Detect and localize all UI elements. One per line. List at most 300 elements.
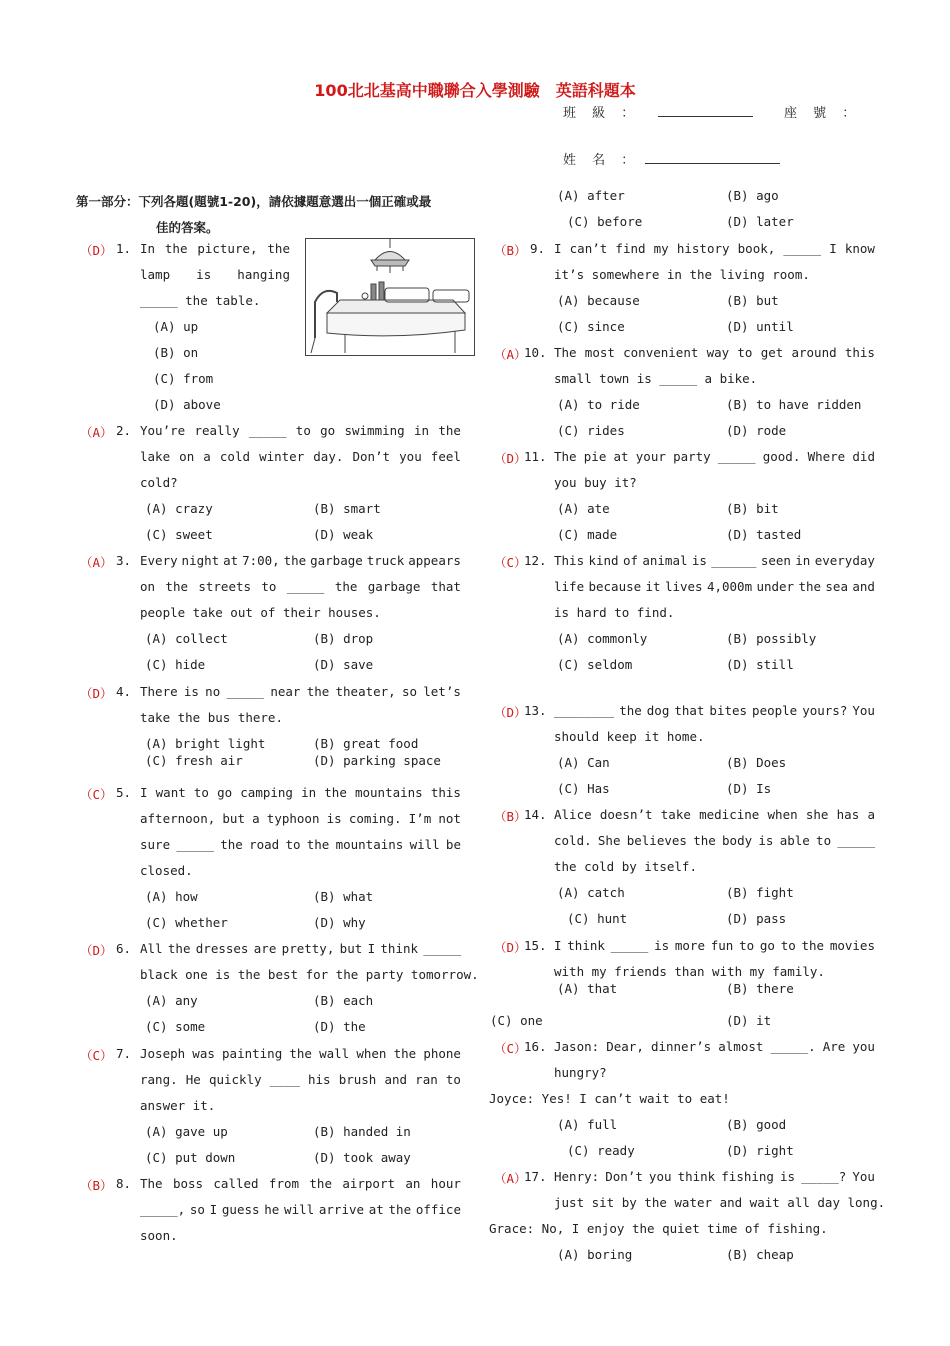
option-c[interactable]: (C) sweet xyxy=(145,527,213,542)
answer-q17: （A） xyxy=(494,1171,527,1186)
word: is xyxy=(691,553,707,568)
word: airport xyxy=(342,1176,396,1191)
option-b[interactable]: (B) cheap xyxy=(726,1247,794,1262)
word: dog xyxy=(646,703,670,718)
word: go xyxy=(217,785,233,800)
word: I xyxy=(829,241,837,256)
question-number: 5. xyxy=(116,785,132,800)
option-b[interactable]: (B) good xyxy=(726,1117,787,1132)
question-number: 14. xyxy=(524,807,547,822)
word: the xyxy=(267,241,290,256)
word: of xyxy=(622,553,638,568)
word: lives xyxy=(664,579,703,594)
word: that xyxy=(674,703,705,718)
word: ____ xyxy=(269,1072,300,1087)
word: Are xyxy=(822,1039,846,1054)
question-text-line xyxy=(554,807,875,822)
word: he xyxy=(264,1202,280,1217)
word: to xyxy=(285,837,301,852)
word: office xyxy=(415,1202,461,1217)
word: get xyxy=(760,345,784,360)
option-c[interactable]: (C) one xyxy=(490,1013,543,1028)
word: lake xyxy=(140,449,171,464)
question-text-line xyxy=(554,449,875,464)
word: typhoon xyxy=(266,811,320,826)
question-text-line: should keep it home. xyxy=(554,729,705,744)
question-text-line: the cold by itself. xyxy=(554,859,697,874)
option-b[interactable]: (B) bit xyxy=(726,501,779,516)
question-text-line: black one is the best for the party tomorrow. xyxy=(140,967,479,982)
word: There xyxy=(140,684,178,699)
word: but xyxy=(222,811,245,826)
word: to xyxy=(737,345,753,360)
option-a[interactable]: (A) ate xyxy=(557,501,610,516)
word: a xyxy=(867,807,875,822)
answer-q11: （D） xyxy=(494,451,527,466)
word: wall xyxy=(319,1046,350,1061)
word: to xyxy=(445,1072,461,1087)
option-a[interactable]: (A) gave up xyxy=(145,1124,228,1139)
option-b[interactable]: (B) possibly xyxy=(726,631,817,646)
option-a[interactable]: (A) bright light xyxy=(145,736,266,751)
option-c[interactable]: (C) before xyxy=(567,214,643,229)
word: more xyxy=(674,938,705,953)
word: mountains xyxy=(354,785,423,800)
question-number: 12. xyxy=(524,553,547,568)
word: under xyxy=(756,579,795,594)
word: 7:00, xyxy=(242,553,280,568)
option-b[interactable]: (B) to have ridden xyxy=(726,397,862,412)
word: is xyxy=(183,684,199,699)
option-d[interactable]: (D) until xyxy=(726,319,794,334)
word: _____ xyxy=(176,837,214,852)
question-number: 6. xyxy=(116,941,132,956)
word: winter xyxy=(259,449,305,464)
word: Dear, xyxy=(606,1039,644,1054)
word: sure xyxy=(140,837,171,852)
option-c[interactable]: (C) made xyxy=(557,527,618,542)
option-a[interactable]: (A) Can xyxy=(557,755,610,770)
word: swimming xyxy=(344,423,405,438)
word: on xyxy=(140,579,156,594)
word: ______ xyxy=(711,553,757,568)
answer-q9: （B） xyxy=(494,243,527,258)
question-text-line xyxy=(554,345,875,360)
question-number: 9. xyxy=(530,241,546,256)
question-number: 10. xyxy=(524,345,547,360)
word: _____ xyxy=(717,449,756,464)
word: to xyxy=(739,938,755,953)
option-b[interactable]: (B) smart xyxy=(313,501,381,516)
word: think xyxy=(380,941,419,956)
word: around xyxy=(791,345,837,360)
option-d[interactable]: (D) still xyxy=(726,657,794,672)
word: medicine xyxy=(699,807,760,822)
option-d[interactable]: (D) why xyxy=(313,915,366,930)
word: bites xyxy=(709,703,748,718)
word: party xyxy=(673,449,711,464)
option-a[interactable]: (A) full xyxy=(557,1117,618,1132)
option-d[interactable]: (D) the xyxy=(313,1019,366,1034)
word: _____ xyxy=(286,579,325,594)
word: All xyxy=(140,941,163,956)
question-text-line xyxy=(140,941,461,956)
answer-q6: （D） xyxy=(80,943,113,958)
word: He xyxy=(185,1072,201,1087)
option-b[interactable]: (B) what xyxy=(313,889,374,904)
question-number: 15. xyxy=(524,938,547,953)
question-text-line xyxy=(140,449,461,464)
word: no xyxy=(205,684,221,699)
question-text-line xyxy=(554,1169,875,1184)
question-text-line: just sit by the water and wait all day long. xyxy=(554,1195,886,1210)
seat-label: 座 號 ： xyxy=(784,106,862,121)
question-text-line xyxy=(554,703,875,718)
option-c[interactable]: (C) rides xyxy=(557,423,625,438)
word: the xyxy=(306,837,330,852)
word: when xyxy=(767,807,798,822)
word: the xyxy=(798,579,822,594)
option-a[interactable]: (A) commonly xyxy=(557,631,648,646)
word: garbage xyxy=(367,579,421,594)
word: painting xyxy=(222,1046,283,1061)
option-a[interactable]: (A) that xyxy=(557,981,618,996)
option-d[interactable]: (D) parking space xyxy=(313,753,441,768)
word: history xyxy=(676,241,730,256)
question-number: 16. xyxy=(524,1039,547,1054)
part-instruction: 第一部分：下列各題(題號1-20)，請依據題意選出一個正確或最 xyxy=(76,194,432,209)
word: picture, xyxy=(197,241,258,256)
question-text-line: people take out of their houses. xyxy=(140,605,381,620)
word: quickly xyxy=(208,1072,262,1087)
option-b[interactable]: (B) Does xyxy=(726,755,787,770)
word: to xyxy=(780,938,796,953)
class-blank[interactable] xyxy=(658,116,753,117)
question-text-line xyxy=(140,423,461,438)
word: theater, xyxy=(335,684,396,699)
word: called xyxy=(213,1176,259,1191)
word: life xyxy=(554,579,585,594)
word: at xyxy=(613,449,629,464)
word: go xyxy=(759,938,775,953)
word: You xyxy=(852,1169,875,1184)
question-text-line xyxy=(140,241,290,256)
word: was xyxy=(192,1046,215,1061)
word: a xyxy=(252,811,260,826)
word: phone xyxy=(423,1046,461,1061)
word: seen xyxy=(760,553,791,568)
word: brush xyxy=(338,1072,377,1087)
answer-q15: （D） xyxy=(494,940,527,955)
answer-q16: （C） xyxy=(494,1041,527,1056)
word: from xyxy=(268,1176,300,1191)
question-text-line: answer it. xyxy=(140,1098,216,1113)
word: ran xyxy=(415,1072,438,1087)
word: is xyxy=(326,811,342,826)
word: it xyxy=(645,579,661,594)
word: this xyxy=(430,785,461,800)
word: when xyxy=(356,1046,387,1061)
question-text-line xyxy=(140,1072,461,1087)
word: a xyxy=(203,449,211,464)
answer-q3: （A） xyxy=(80,555,113,570)
word: _____? xyxy=(801,1169,847,1184)
question-text-line xyxy=(140,811,461,826)
word: You’re xyxy=(140,423,186,438)
word: cold. xyxy=(554,833,592,848)
word: the xyxy=(334,579,358,594)
word: animal xyxy=(642,553,688,568)
word: is xyxy=(196,267,212,282)
word: The xyxy=(554,449,577,464)
word: hour xyxy=(430,1176,461,1191)
question-text-line xyxy=(140,579,461,594)
word: appears xyxy=(408,553,461,568)
word: his xyxy=(308,1072,331,1087)
option-d[interactable]: (D) rode xyxy=(726,423,787,438)
question-number: 8. xyxy=(116,1176,132,1191)
word: the xyxy=(693,833,716,848)
word: you xyxy=(852,1039,875,1054)
word: my xyxy=(653,241,669,256)
word: _____. xyxy=(770,1039,816,1054)
word: afternoon, xyxy=(140,811,216,826)
question-text-line: hungry? xyxy=(554,1065,607,1080)
question-text-line xyxy=(140,1202,461,1217)
word: want xyxy=(155,785,186,800)
question-text-line: Grace: No, I enjoy the quiet time of fishing. xyxy=(489,1221,828,1236)
option-d[interactable]: (D) it xyxy=(726,1013,772,1028)
option-a[interactable]: (A) how xyxy=(145,889,198,904)
word: camping xyxy=(240,785,293,800)
option-b[interactable]: (B) great food xyxy=(313,736,419,751)
answer-q12: （C） xyxy=(494,555,527,570)
word: people xyxy=(752,703,798,718)
word: the xyxy=(393,1046,417,1061)
option-c[interactable]: (C) seldom xyxy=(557,657,633,672)
question-number: 13. xyxy=(524,703,547,718)
question-text-line xyxy=(140,837,461,852)
question-text-line xyxy=(554,1039,875,1054)
option-d[interactable]: (D) tasted xyxy=(726,527,802,542)
table-lamp-illustration xyxy=(305,238,475,356)
question-text-line xyxy=(140,553,461,568)
option-a[interactable]: (A) collect xyxy=(145,631,228,646)
word: way xyxy=(706,345,730,360)
question-number: 1. xyxy=(116,241,132,256)
option-d[interactable]: (D) save xyxy=(313,657,374,672)
question-text-line: Joyce: Yes! I can’t wait to eat! xyxy=(489,1091,730,1106)
question-text-line: take the bus there. xyxy=(140,710,283,725)
word: the xyxy=(165,579,188,594)
word: will xyxy=(284,1202,315,1217)
option-d[interactable]: (D) right xyxy=(726,1143,794,1158)
word: I xyxy=(367,941,376,956)
word: feel xyxy=(430,449,461,464)
option-d[interactable]: (D) later xyxy=(726,214,794,229)
word: good. xyxy=(762,449,801,464)
option-a[interactable]: (A) because xyxy=(557,293,640,308)
word: The xyxy=(554,345,577,360)
word: believes xyxy=(626,833,687,848)
word: ________ xyxy=(554,703,615,718)
word: to xyxy=(261,579,277,594)
word: You xyxy=(852,703,875,718)
word: everyday xyxy=(814,553,875,568)
word: dinner’s xyxy=(650,1039,712,1054)
word: _____ xyxy=(423,941,461,956)
word: the xyxy=(306,684,330,699)
word: Henry: xyxy=(554,1169,600,1184)
answer-q5: （C） xyxy=(80,787,113,802)
word: is xyxy=(654,938,670,953)
word: think xyxy=(677,1169,716,1184)
option-b[interactable]: (B) there xyxy=(726,981,794,996)
word: coming. xyxy=(348,811,402,826)
word: mountains xyxy=(335,837,404,852)
option-b[interactable]: (B) handed in xyxy=(313,1124,411,1139)
word: Alice xyxy=(554,807,592,822)
option-b[interactable]: (B) ago xyxy=(726,188,779,203)
word: the xyxy=(324,785,347,800)
word: so xyxy=(401,684,418,699)
word: arrive xyxy=(318,1202,365,1217)
option-a[interactable]: (A) catch xyxy=(557,885,625,900)
option-c[interactable]: (C) since xyxy=(557,319,625,334)
word: _____ xyxy=(610,938,649,953)
word: let’s xyxy=(423,684,461,699)
answer-q10: （A） xyxy=(494,347,527,362)
word: _____ xyxy=(248,423,287,438)
option-a[interactable]: (A) any xyxy=(145,993,198,1008)
word: in xyxy=(795,553,811,568)
name-blank[interactable] xyxy=(645,163,780,164)
option-c[interactable]: (C) whether xyxy=(145,915,228,930)
word: are xyxy=(253,941,277,956)
option-b[interactable]: (B) drop xyxy=(313,631,374,646)
word: night xyxy=(181,553,220,568)
word: can’t xyxy=(569,241,608,256)
word: the xyxy=(164,241,188,256)
word: the xyxy=(388,1202,412,1217)
option-b[interactable]: (B) fight xyxy=(726,885,794,900)
word: not xyxy=(438,811,461,826)
word: boss xyxy=(172,1176,204,1191)
question-text-line: small town is _____ a bike. xyxy=(554,371,758,386)
word: most xyxy=(584,345,615,360)
word: you xyxy=(648,1169,672,1184)
question-text-line xyxy=(554,579,875,594)
question-text-line xyxy=(140,785,461,800)
word: has xyxy=(836,807,860,822)
word: because xyxy=(588,579,642,594)
question-text-line xyxy=(140,684,461,699)
word: _____ xyxy=(783,241,822,256)
option-a[interactable]: (A) boring xyxy=(557,1247,633,1262)
word: I xyxy=(554,241,562,256)
word: kind xyxy=(588,553,619,568)
word: Every xyxy=(140,553,178,568)
option-c[interactable]: (C) fresh air xyxy=(145,753,243,768)
word: I xyxy=(140,785,148,800)
option-c[interactable]: (C) ready xyxy=(567,1143,635,1158)
word: an xyxy=(405,1176,421,1191)
option-b[interactable]: (B) each xyxy=(313,993,374,1008)
option-d[interactable]: (D) Is xyxy=(726,781,772,796)
option-b[interactable]: (B) but xyxy=(726,293,779,308)
word: at xyxy=(223,553,239,568)
word: road xyxy=(249,837,280,852)
word: doesn’t xyxy=(599,807,653,822)
word: you xyxy=(399,449,422,464)
option-d[interactable]: (D) pass xyxy=(726,911,787,926)
option-a[interactable]: (A) after xyxy=(557,188,625,203)
word: so xyxy=(189,1202,205,1217)
question-text-line: cold? xyxy=(140,475,178,490)
word: I xyxy=(554,938,562,953)
word: day. xyxy=(313,449,344,464)
option-c[interactable]: (C) hide xyxy=(145,657,206,672)
word: _____ xyxy=(226,684,265,699)
option-b[interactable]: (B) on xyxy=(153,345,199,360)
word: to xyxy=(816,833,832,848)
option-a[interactable]: (A) crazy xyxy=(145,501,213,516)
option-c[interactable]: (C) Has xyxy=(557,781,610,796)
option-c[interactable]: (C) some xyxy=(145,1019,206,1034)
question-text-line xyxy=(554,553,875,568)
word: really xyxy=(194,423,240,438)
word: 4,000m xyxy=(706,579,753,594)
option-a[interactable]: (A) to ride xyxy=(557,397,640,412)
word: I xyxy=(209,1202,218,1217)
word: streets xyxy=(198,579,252,594)
word: movies xyxy=(829,938,875,953)
option-a[interactable]: (A) up xyxy=(153,319,199,334)
word: cold xyxy=(219,449,250,464)
page-title: 100北北基高中職聯合入學測驗 英語科題本 xyxy=(314,81,636,100)
option-d[interactable]: (D) weak xyxy=(313,527,374,542)
word: be xyxy=(445,837,461,852)
word: the xyxy=(167,941,191,956)
word: This xyxy=(554,553,585,568)
word: the xyxy=(220,837,243,852)
answer-q2: （A） xyxy=(80,425,113,440)
question-number: 2. xyxy=(116,423,132,438)
question-text-line xyxy=(554,833,875,848)
word: on xyxy=(179,449,195,464)
word: the xyxy=(438,423,461,438)
answer-q4: （D） xyxy=(80,686,113,701)
option-c[interactable]: (C) from xyxy=(153,371,214,386)
word: at xyxy=(368,1202,384,1217)
word: hanging xyxy=(237,267,290,282)
option-c[interactable]: (C) hunt xyxy=(567,911,628,926)
word: find xyxy=(615,241,646,256)
word: Don’t xyxy=(352,449,391,464)
question-text-line: is hard to find. xyxy=(554,605,675,620)
word: truck xyxy=(366,553,405,568)
option-c[interactable]: (C) put down xyxy=(145,1150,236,1165)
word: Jason: xyxy=(554,1039,600,1054)
word: the xyxy=(289,1046,312,1061)
question-text-line: closed. xyxy=(140,863,193,878)
question-number: 4. xyxy=(116,684,132,699)
question-text-line xyxy=(554,938,875,953)
option-d[interactable]: (D) took away xyxy=(313,1150,411,1165)
question-number: 17. xyxy=(524,1169,547,1184)
word: rang. xyxy=(140,1072,178,1087)
option-d[interactable]: (D) above xyxy=(153,397,221,412)
